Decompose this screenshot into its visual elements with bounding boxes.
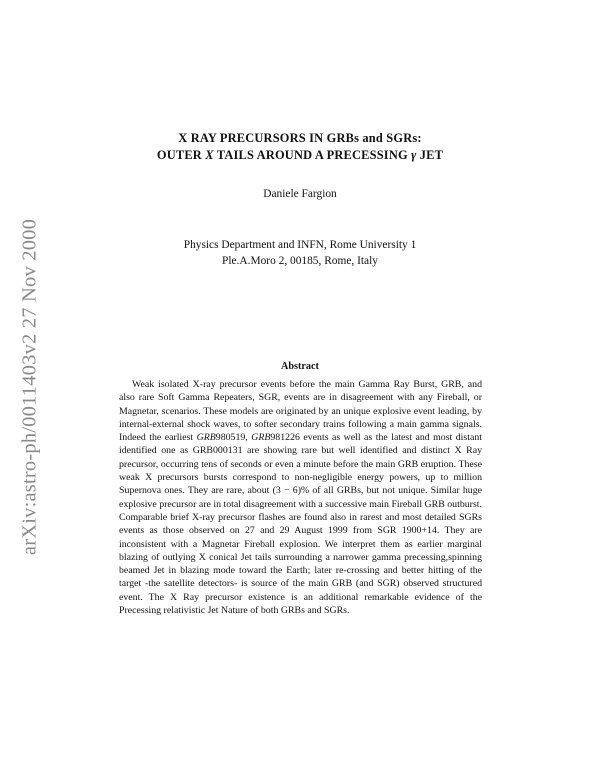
abstract-body: Weak isolated X-ray precursor events before the main Gamma Ray Burst, GRB, and also rare Soft Gamma Repeaters, SGR, events are in disagreement with any Fireball, or Magnetar, scenarios. These models are originated by an unique explosive event leading, by internal-external shock waves, to softer secondary trains following a main gamma signals. Indeed the earliest GRB980519, GRB981226 events as well as the latest and most distant identified one as GRB000131 are showing rare but well identified and distinct X Ray precursor, occurring tens of seconds or even a minute before the main GRB eruption. These weak X precursors bursts correspond to non-negligible energy powers, up to million Supernova ones. They are rare, about (3 − 6)% of all GRBs, but not unique. Similar huge explosive precursor are in total disagreement with a successive main Fireball GRB outburst. Comparable brief X-ray precursor flashes are found also in rarest and most detailed SGRs events as those observed on 27 and 29 August 1999 from SGR 1900+14. They are inconsistent with a Magnetar Fireball explosion. We interpret them as earlier marginal blazing of outlying X conical Jet tails surrounding a narrower gamma precessing,spinning beamed Jet in blazing mode toward the Earth; later re-crossing and better hitting of the target -the satellite detectors- is source of the main GRB (and SGR) observed structured event. The X Ray precursor existence is an additional remarkable evidence of the Precessing relativistic Jet Nature of both GRBs and SGRs. bbox=[119, 379, 482, 617]
title-math-gamma: γ bbox=[411, 148, 417, 162]
author-name: Daniele Fargion bbox=[263, 188, 337, 200]
grb-italic: GRB bbox=[251, 432, 271, 444]
arxiv-identifier-text: arXiv:astro-ph/0011403v2 27 Nov 2000 bbox=[18, 218, 41, 556]
paper-title bbox=[0, 130, 600, 164]
title-line-1: X RAY PRECURSORS IN GRBs and SGRs: bbox=[178, 131, 422, 145]
grb-italic: GRB bbox=[196, 432, 216, 444]
affiliation bbox=[0, 238, 600, 269]
abstract-heading: Abstract bbox=[281, 361, 319, 372]
affiliation-line-1: Physics Department and INFN, Rome University 1 bbox=[183, 239, 417, 251]
affiliation-line-2: Ple.A.Moro 2, 00185, Rome, Italy bbox=[222, 254, 378, 267]
title-line-2: OUTER X TAILS AROUND A PRECESSING γ JET bbox=[156, 148, 444, 162]
title-math-x: X bbox=[205, 148, 214, 162]
